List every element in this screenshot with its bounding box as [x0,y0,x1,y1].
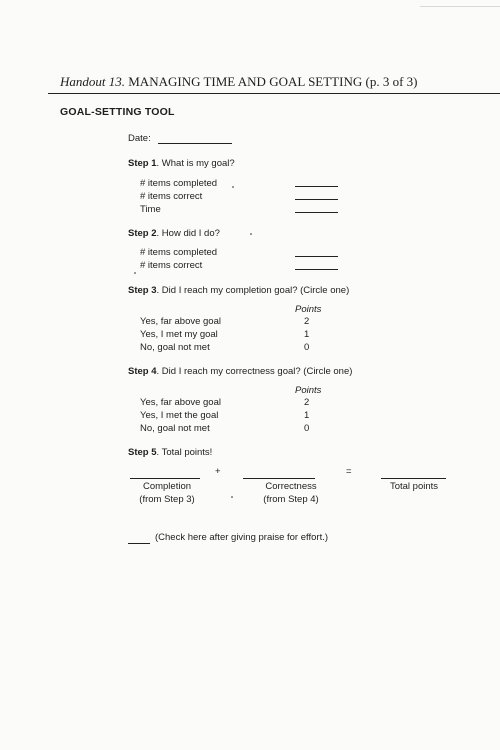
step4-heading [128,366,352,377]
step1-time-blank[interactable] [295,212,338,213]
step3-option-points[interactable]: 0 [304,342,310,353]
step1-heading [128,158,235,169]
step1-completed-blank[interactable] [295,186,338,187]
step4-option-points[interactable]: 0 [304,423,310,434]
step3-option-label: Yes, far above goal [140,316,221,327]
step4-option-label: Yes, far above goal [140,397,221,408]
date-blank[interactable] [158,143,232,144]
step2-item-correct: # items correct [140,260,203,271]
step5-heading [128,447,212,458]
handout-header [60,74,496,90]
step2-completed-blank[interactable] [295,256,338,257]
completion-blank[interactable] [130,478,200,479]
step1-text: . What is my goal? [156,158,235,169]
step3-heading [128,285,349,296]
step3-option-label: Yes, I met my goal [140,329,218,340]
step3-option-points[interactable]: 2 [304,316,310,327]
handout-title: MANAGING TIME AND GOAL SETTING [128,74,363,89]
scan-speck [250,233,252,235]
correctness-blank[interactable] [243,478,315,479]
step4-option-points[interactable]: 2 [304,397,310,408]
step1-number: Step 1 [128,158,157,169]
step4-option-label: Yes, I met the goal [140,410,219,421]
step4-points-header: Points [295,385,322,396]
step4-option-label: No, goal not met [140,423,210,434]
correctness-label: Correctness [265,481,317,492]
step3-option-label: No, goal not met [140,342,210,353]
total-blank[interactable] [381,478,446,479]
plus-sign: + [215,466,221,477]
scan-speck [232,186,234,188]
step3-option-points[interactable]: 1 [304,329,310,340]
step4-number: Step 4 [128,366,157,377]
header-divider [48,93,500,94]
step2-text: . How did I do? [156,228,220,239]
step3-number: Step 3 [128,285,157,296]
handout-number: Handout 13. [60,74,125,89]
step3-text: . Did I reach my completion goal? (Circle one) [156,285,350,296]
scan-speck [231,496,233,498]
page-indicator: (p. 3 of 3) [365,74,418,89]
praise-checkbox-blank[interactable] [128,543,150,544]
step5-number: Step 5 [128,447,157,458]
top-edge-line [420,6,500,7]
step2-correct-blank[interactable] [295,269,338,270]
praise-instruction: (Check here after giving praise for effort.) [155,532,329,543]
step2-item-completed: # items completed [140,247,218,258]
step1-item-completed: # items completed [140,178,218,189]
completion-label: Completion [142,481,192,492]
correctness-source: (from Step 4) [263,494,319,505]
step2-heading [128,228,220,239]
total-label: Total points [389,481,439,492]
step3-points-header: Points [295,304,322,315]
completion-source: (from Step 3) [139,494,195,505]
step4-option-points[interactable]: 1 [304,410,310,421]
step4-text: . Did I reach my correctness goal? (Circle one) [156,366,353,377]
date-label: Date: [128,133,151,144]
step1-item-time: Time [140,204,161,215]
scan-speck [134,272,136,274]
step1-correct-blank[interactable] [295,199,338,200]
step2-number: Step 2 [128,228,157,239]
equals-sign: = [346,466,352,477]
step5-text: . Total points! [156,447,213,458]
tool-title: GOAL-SETTING TOOL [60,106,175,118]
step1-item-correct: # items correct [140,191,203,202]
